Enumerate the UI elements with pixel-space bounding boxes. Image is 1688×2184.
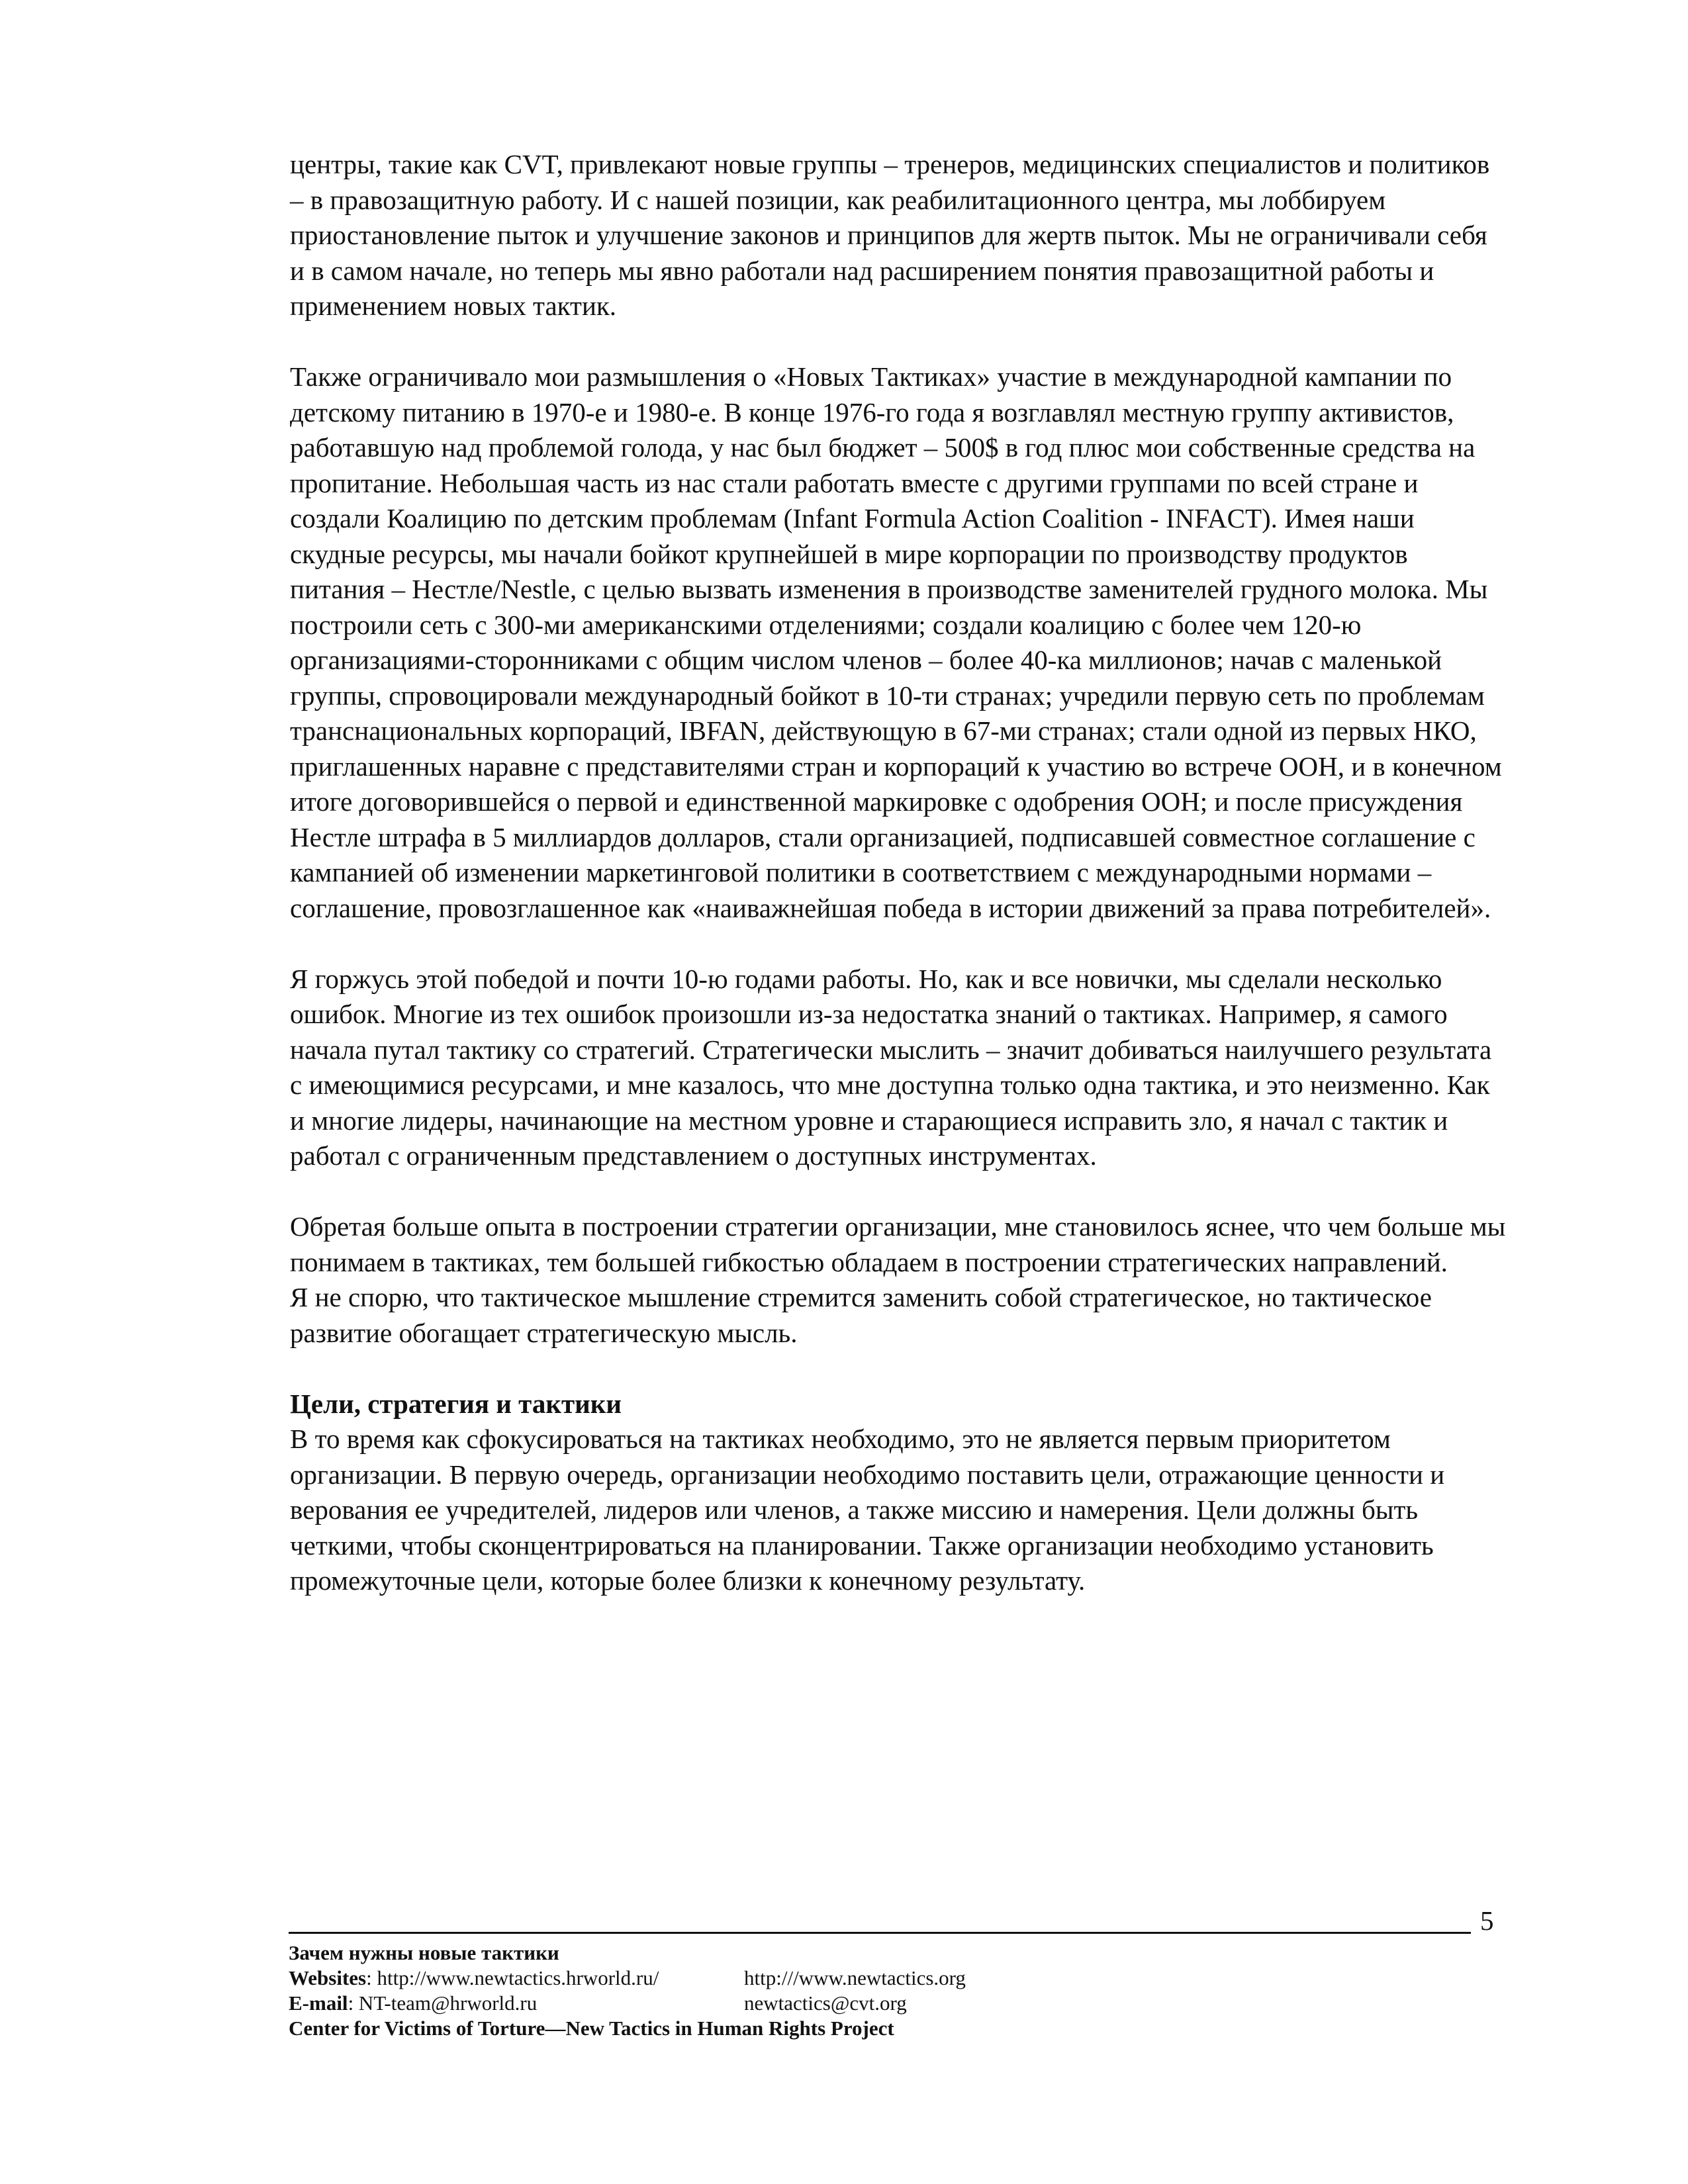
page-footer (289, 1940, 1480, 2041)
website-link-newtactics[interactable]: http:///www.newtactics.org (744, 1966, 966, 1989)
paragraph-goals: В то время как сфокусироваться на тактиках необходимо, это не является первым приоритетом организации. В первую очередь, организации необходимо поставить цели, отражающие ценности и верования ее учредителей, лидеров или членов, а также миссию и намерения. Цели должны быть четкими, чтобы сконцентрироваться на планировании. Также организации необходимо установить промежуточные цели, которые более близки к конечному результату. (290, 1424, 1445, 1596)
footer-email-row (289, 1991, 1480, 2016)
email-label: E-mail (289, 1991, 348, 2015)
email-link-hrworld[interactable]: : NT-team@hrworld.ru (348, 1991, 538, 2015)
footer-websites-row (289, 1966, 1480, 1991)
page-number: 5 (1480, 1905, 1494, 1936)
paragraph-cvt-groups: центры, такие как CVT, привлекают новые группы – тренеров, медицинских специалистов и политиков – в правозащитную работу. И с нашей позиции, как реабилитационного центра, мы лоббируем приостановление пыток и улучшение законов и принципов для жертв пыток. Мы не ограничивали себя и в самом начале, но теперь мы явно работали над расширением понятия правозащитной работы и применением новых тактик. (290, 149, 1490, 321)
email-link-cvt[interactable]: newtactics@cvt.org (744, 1991, 907, 2015)
paragraph-infant-formula-campaign: Также ограничивало мои размышления о «Новых Тактиках» участие в международной кампании по детскому питанию в 1970-е и 1980-е. В конце 1976-го года я возглавлял местную группу активистов, работавшую над проблемой голода, у нас был бюджет – 500$ в год плюс мои собственные средства на пропитание. Небольшая часть из нас стали работать вместе с другими группами по всей стране и создали Коалицию по детским проблемам (Infant Formula Action Coalition - INFACT). Имея наши скудные ресурсы, мы начали бойкот крупнейшей в мире корпорации по производству продуктов питания – Нестле/Nestle, с целью вызвать изменения в производстве заменителей грудного молока. Мы построили сеть с 300-ми американскими отделениями; создали коалицию с более чем 120-ю организациями-сторонниками с общим числом членов – более 40-ка миллионов; начав с маленькой группы, спровоцировали международный бойкот в 10-ти странах; учредили первую сеть по проблемам транснациональных корпораций, IBFAN, действующую в 67-ми странах; стали одной из первых НКО, приглашенных наравне с представителями стран и корпораций к участию во встрече ООН, и в конечном итоге договорившейся о первой и единственной маркировке с одобрения ООН; и после присуждения Нестле штрафа в 5 миллиардов долларов, стали организацией, подписавшей совместное соглашение с кампанией об изменении маркетинговой политики в соответствием с международными нормами – соглашение, провозглашенное как «наиважнейшая победа в истории движений за права потребителей». (290, 361, 1502, 923)
paragraph-mistakes: Я горжусь этой победой и почти 10-ю годами работы. Но, как и все новички, мы сделали несколько ошибок. Многие из тех ошибок произошли из-за недостатка знаний о тактиках. Например, я самого начала путал тактику со стратегий. Стратегически мыслить – значит добиваться наилучшего результата с имеющимися ресурсами, и мне казалось, что мне доступна только одна тактика, и это неизменно. Как и многие лидеры, начинающие на местном уровне и старающиеся исправить зло, я начал с тактик и работал с ограниченным представлением о доступных инструментах. (290, 963, 1492, 1171)
section-heading: Цели, стратегия и тактики (290, 1388, 622, 1419)
paragraph-tactical-thinking: Я не спорю, что тактическое мышление стремится заменить собой стратегическое, но тактическое развитие обогащает стратегическую мысль. (290, 1282, 1432, 1348)
document-body (290, 147, 1508, 1599)
footer-title: Зачем нужны новые тактики (289, 1941, 559, 1964)
websites-label: Websites (289, 1966, 367, 1989)
website-link-hrworld[interactable]: : http://www.newtactics.hrworld.ru/ (366, 1966, 659, 1989)
footer-divider (289, 1932, 1471, 1934)
footer-organization: Center for Victims of Torture—New Tactics in Human Rights Project (289, 2017, 894, 2040)
paragraph-strategy-experience: Обретая больше опыта в построении стратегии организации, мне становилось яснее, что чем больше мы понимаем в тактиках, тем большей гибкостью обладаем в построении стратегических направлений. (290, 1211, 1506, 1277)
